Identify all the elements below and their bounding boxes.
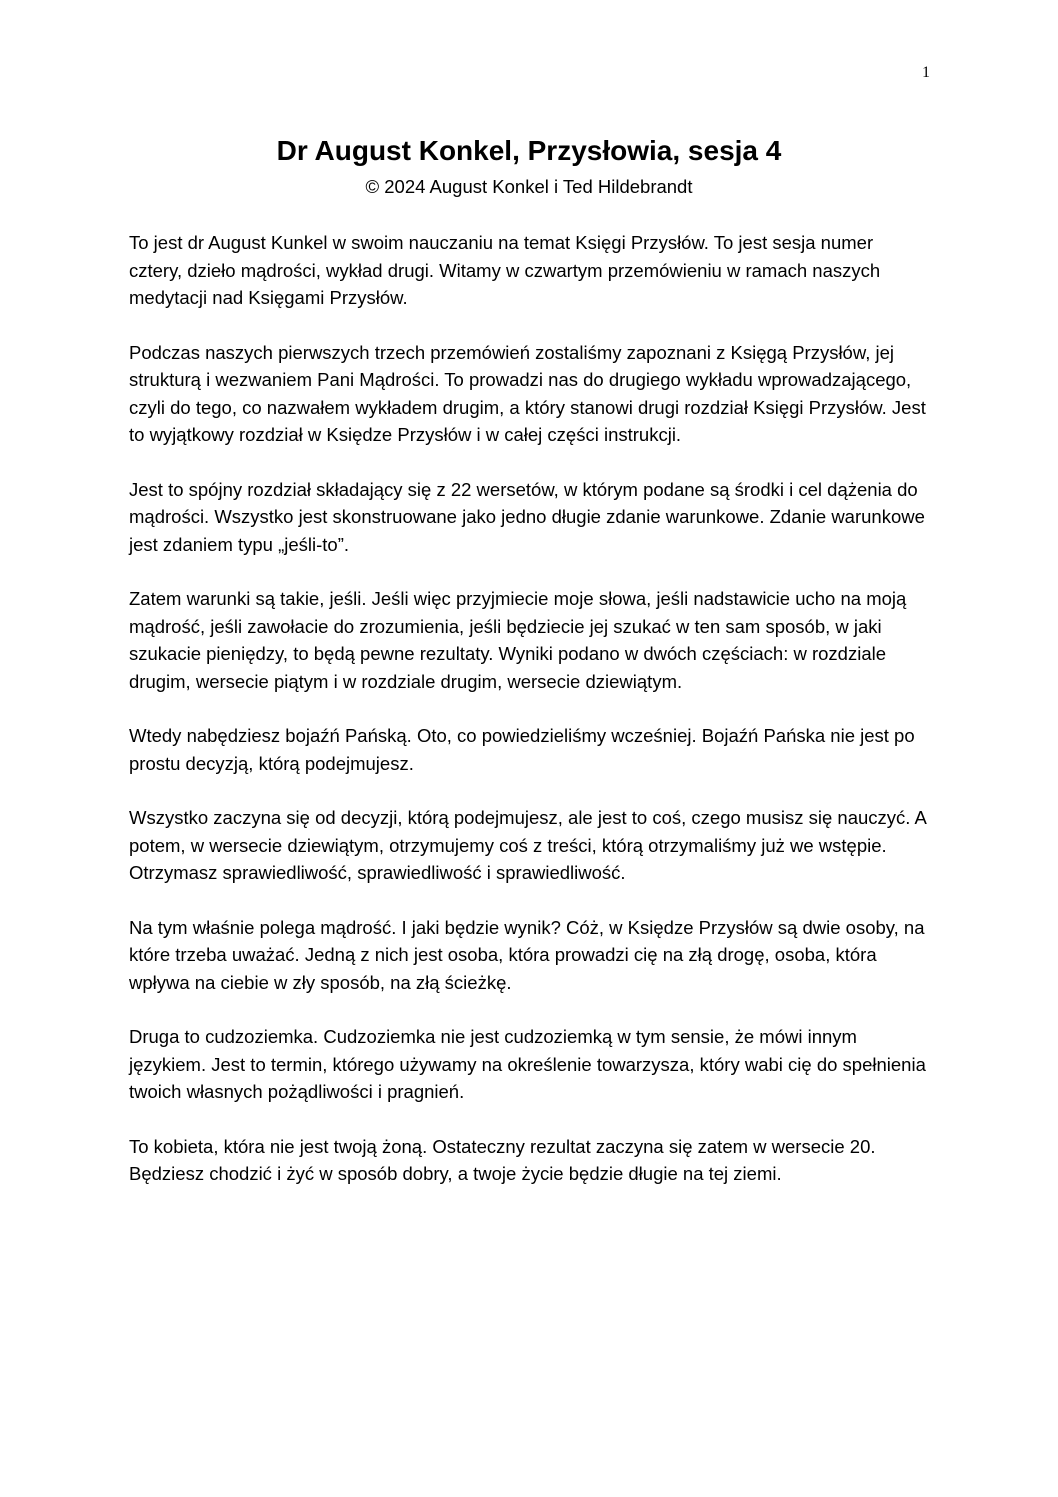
paragraph: Na tym właśnie polega mądrość. I jaki będzie wynik? Cóż, w Księdze Przysłów są dwie osoby, na które trzeba uważać. Jedną z nich jest osoba, która prowadzi cię na złą drogę, osoba, która wpływa na ciebie w zły sposób, na złą ścieżkę. (129, 916, 925, 993)
paragraph: Wszystko zaczyna się od decyzji, którą podejmujesz, ale jest to coś, czego musisz się nauczyć. A potem, w wersecie dziewiątym, otrzymujemy coś z treści, którą otrzymaliśmy już we wstępie. Otrzymasz sprawiedliwość, sprawiedliwość i sprawiedliwość. (129, 807, 926, 883)
page-number: 1 (922, 64, 930, 81)
paragraph: Druga to cudzoziemka. Cudzoziemka nie jest cudzoziemką w tym sensie, że mówi innym językiem. Jest to termin, którego używamy na określenie towarzysza, który wabi cię do spełnienia twoich własnych pożądliwości i pragnień. (129, 1026, 926, 1102)
document-title: Dr August Konkel, Przysłowia, sesja 4 (276, 135, 782, 166)
paragraph: Jest to spójny rozdział składający się z 22 wersetów, w którym podane są środki i cel dążenia do mądrości. Wszystko jest skonstruowane jako jedno długie zdanie warunkowe. Zdanie warunkowe jest zdaniem typu „jeśli-to”. (129, 478, 925, 555)
document-body (129, 229, 929, 1215)
paragraph: Zatem warunki są takie, jeśli. Jeśli więc przyjmiecie moje słowa, jeśli nadstawicie ucho na moją mądrość, jeśli zawołacie do zrozumienia, jeśli będziecie jej szukać w ten sam sposób, w jaki szukacie pieniędzy, to będą pewne rezultaty. Wyniki podano w dwóch częściach: w rozdziale drugim, wersecie piątym i w rozdziale drugim, wersecie dziewiątym. (129, 588, 907, 692)
copyright-line: © 2024 August Konkel i Ted Hildebrandt (365, 176, 693, 197)
paragraph: To jest dr August Kunkel w swoim nauczaniu na temat Księgi Przysłów. To jest sesja numer cztery, dzieło mądrości, wykład drugi. Witamy w czwartym przemówieniu w ramach naszych medytacji nad Księgami Przysłów. (129, 232, 881, 308)
paragraph: Wtedy nabędziesz bojaźń Pańską. Oto, co powiedzieliśmy wcześniej. Bojaźń Pańska nie jest po prostu decyzją, którą podejmujesz. (129, 725, 915, 774)
paragraph: Podczas naszych pierwszych trzech przemówień zostaliśmy zapoznani z Księgą Przysłów, jej strukturą i wezwaniem Pani Mądrości. To prowadzi nas do drugiego wykładu wprowadzającego, czyli do tego, co nazwałem wykładem drugim, a który stanowi drugi rozdział Księgi Przysłów. Jest to wyjątkowy rozdział w Księdze Przysłów i w całej części instrukcji. (129, 341, 926, 445)
paragraph: To kobieta, która nie jest twoją żoną. Ostateczny rezultat zaczyna się zatem w wersecie 20. Będziesz chodzić i żyć w sposób dobry, a twoje życie będzie długie na tej ziemi. (129, 1135, 876, 1184)
